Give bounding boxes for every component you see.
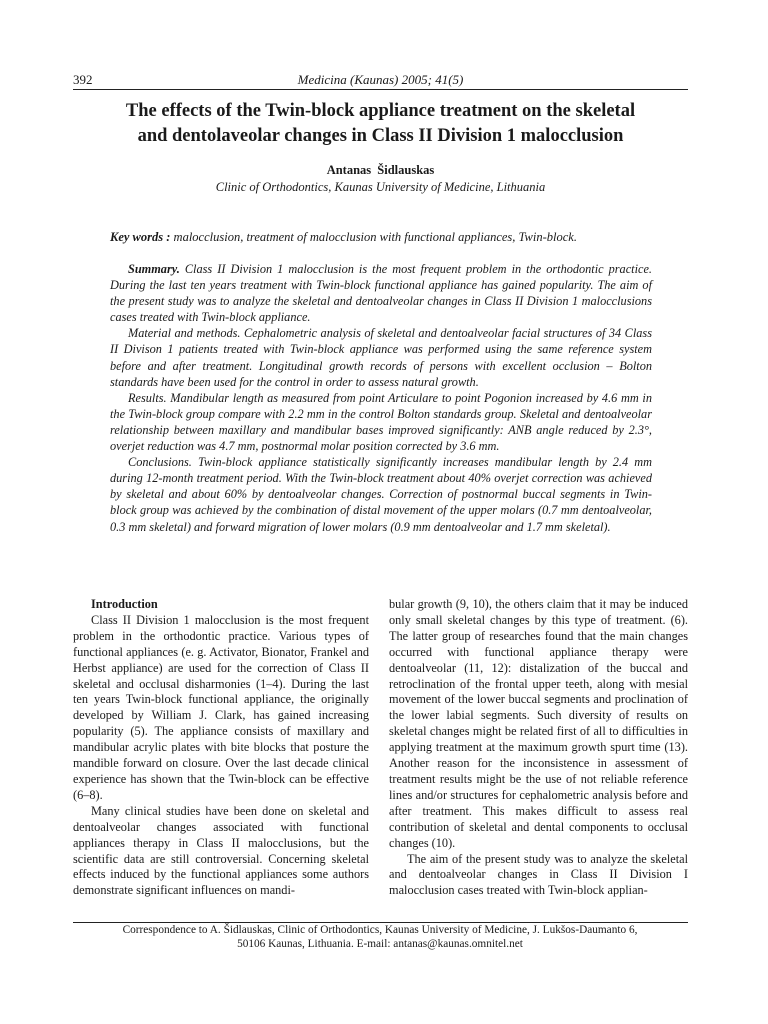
abstract-summary [110, 261, 652, 325]
keywords-label: Key words : [110, 230, 171, 244]
body-paragraph: Class II Division 1 malocclusion is the most frequent problem in the orthodontic practice. Various types of functional appliances (e. g. Activator, Bionator, Frankel and Herbst appliance) are used for the correction of Class II skeletal and occlusal disharmonies (1–4). During the last ten years Twin-block functional appliance, the originally developed by William J. Clark, has gained increasing popularity (5). The appliance consists of maxillary and mandibular acrylic plates with bite blocks that posture the mandible forward on closure. Over the last decade clinical experience has shown that the Twin-block can be effective (6–8). [73, 612, 369, 802]
body-paragraph: Many clinical studies have been done on skeletal and dentoalveolar changes associated with functional appliances therapy in Class II malocclusions, but the scientific data are still controversial. Concerning skeletal effects induced by the functional appliances some authors demonstrate significant influences on mandi- [73, 803, 369, 898]
left-column [73, 597, 369, 899]
keywords [110, 229, 688, 245]
summary-label: Summary. [128, 262, 180, 276]
header-rule [73, 89, 688, 90]
correspondence-footnote [80, 923, 680, 951]
body-paragraph: bular growth (9, 10), the others claim that it may be induced only small skeletal changes by this type of treatment. (6). The latter group of researches found that the main changes occurred with functional appliance therapy were dentoalveolar (11, 12): distalization of the buccal and retroclination of the frontal upper teeth, along with mesial movement of the lower buccal segments and proclination of the lower labial segments. Such diversity of results on skeletal changes might be related first of all to difficulties in applying treatment at the maximum growth spurt time (13). Another reason for the inconsistence in assessment of treatment results might be the use of not reliable reference lines and/or structures for cephalometric analysis before and after treatment. This makes difficult to assess real contribution of skeletal and dental components to occlusal changes (10). [389, 597, 688, 850]
section-heading-introduction: Introduction [91, 597, 158, 611]
author-name: Antanas Šidlauskas [326, 163, 435, 177]
running-header [73, 72, 688, 90]
abstract-results: Results. Mandibular length as measured from point Articulare to point Pogonion increased by 4.6 mm in the Twin-block group compare with 2.2 mm in the control Bolton standards group. Skeletal and dentoalveolar relationship between maxillary and mandibular bases improved significantly: ANB angle reduced by 2.3°, overjet reduction was 4.7 mm, postnormal molar position corrected by 3.6 mm. [110, 390, 652, 454]
page-number: 392 [73, 72, 93, 87]
title-line: The effects of the Twin-block appliance treatment on the skeletal [125, 101, 636, 121]
article-title [73, 99, 688, 149]
abstract-conclusions: Conclusions. Twin-block appliance statistically significantly increases mandibular length by 2.4 mm during 12-month treatment period. With the Twin-block treatment about 40% overjet correction was achieved by skeletal and about 60% by dentoalveolar changes. Correction of postnormal buccal segments in Twin-block group was achieved by the combination of distal movement of the upper molars (0.7 mm dentoalveolar, 0.3 mm skeletal) and forward migration of lower molars (0.9 mm dentoalveolar and 1.7 mm skeletal). [110, 455, 652, 534]
title-line: and dentolaveolar changes in Class II Division 1 malocclusion [137, 126, 624, 146]
summary-text: Class II Division 1 malocclusion is the most frequent problem in the orthodontic practice. During the last ten years treatment with Twin-block functional appliance has gained popularity. The aim of the present study was to analyze the skeletal and dentoalveolar changes in Class II Division 1 malocclusions cases treated with Twin-block appliance. [110, 262, 652, 325]
footnote-line: 50106 Kaunas, Lithuania. E-mail: antanas@kaunas.omnitel.net [237, 938, 523, 950]
right-column [389, 597, 688, 899]
abstract-methods: Material and methods. Cephalometric analysis of skeletal and dentoalveolar facial structures of 34 Class II Divison 1 patients treated with Twin-block appliance was performed using the same reference system before and after treatment. Longitudinal growth records of persons with excellent occlusion – Bolton standards have been used for the control in order to assess natural growth. [110, 326, 652, 389]
keywords-text: malocclusion, treatment of malocclusion with functional appliances, Twin-block. [170, 230, 577, 244]
body-paragraph: The aim of the present study was to analyze the skeletal and dentoalveolar changes in Class II Division I malocclusion cases treated with Twin-block applian- [389, 851, 688, 898]
abstract [110, 261, 652, 535]
footnote-line: Correspondence to A. Šidlauskas, Clinic of Orthodontics, Kaunas University of Medicine, J. Lukšos-Daumanto 6, [122, 924, 638, 936]
journal-reference: Medicina (Kaunas) 2005; 41(5) [297, 72, 464, 87]
author-affiliation: Clinic of Orthodontics, Kaunas University of Medicine, Lithuania [215, 180, 546, 194]
